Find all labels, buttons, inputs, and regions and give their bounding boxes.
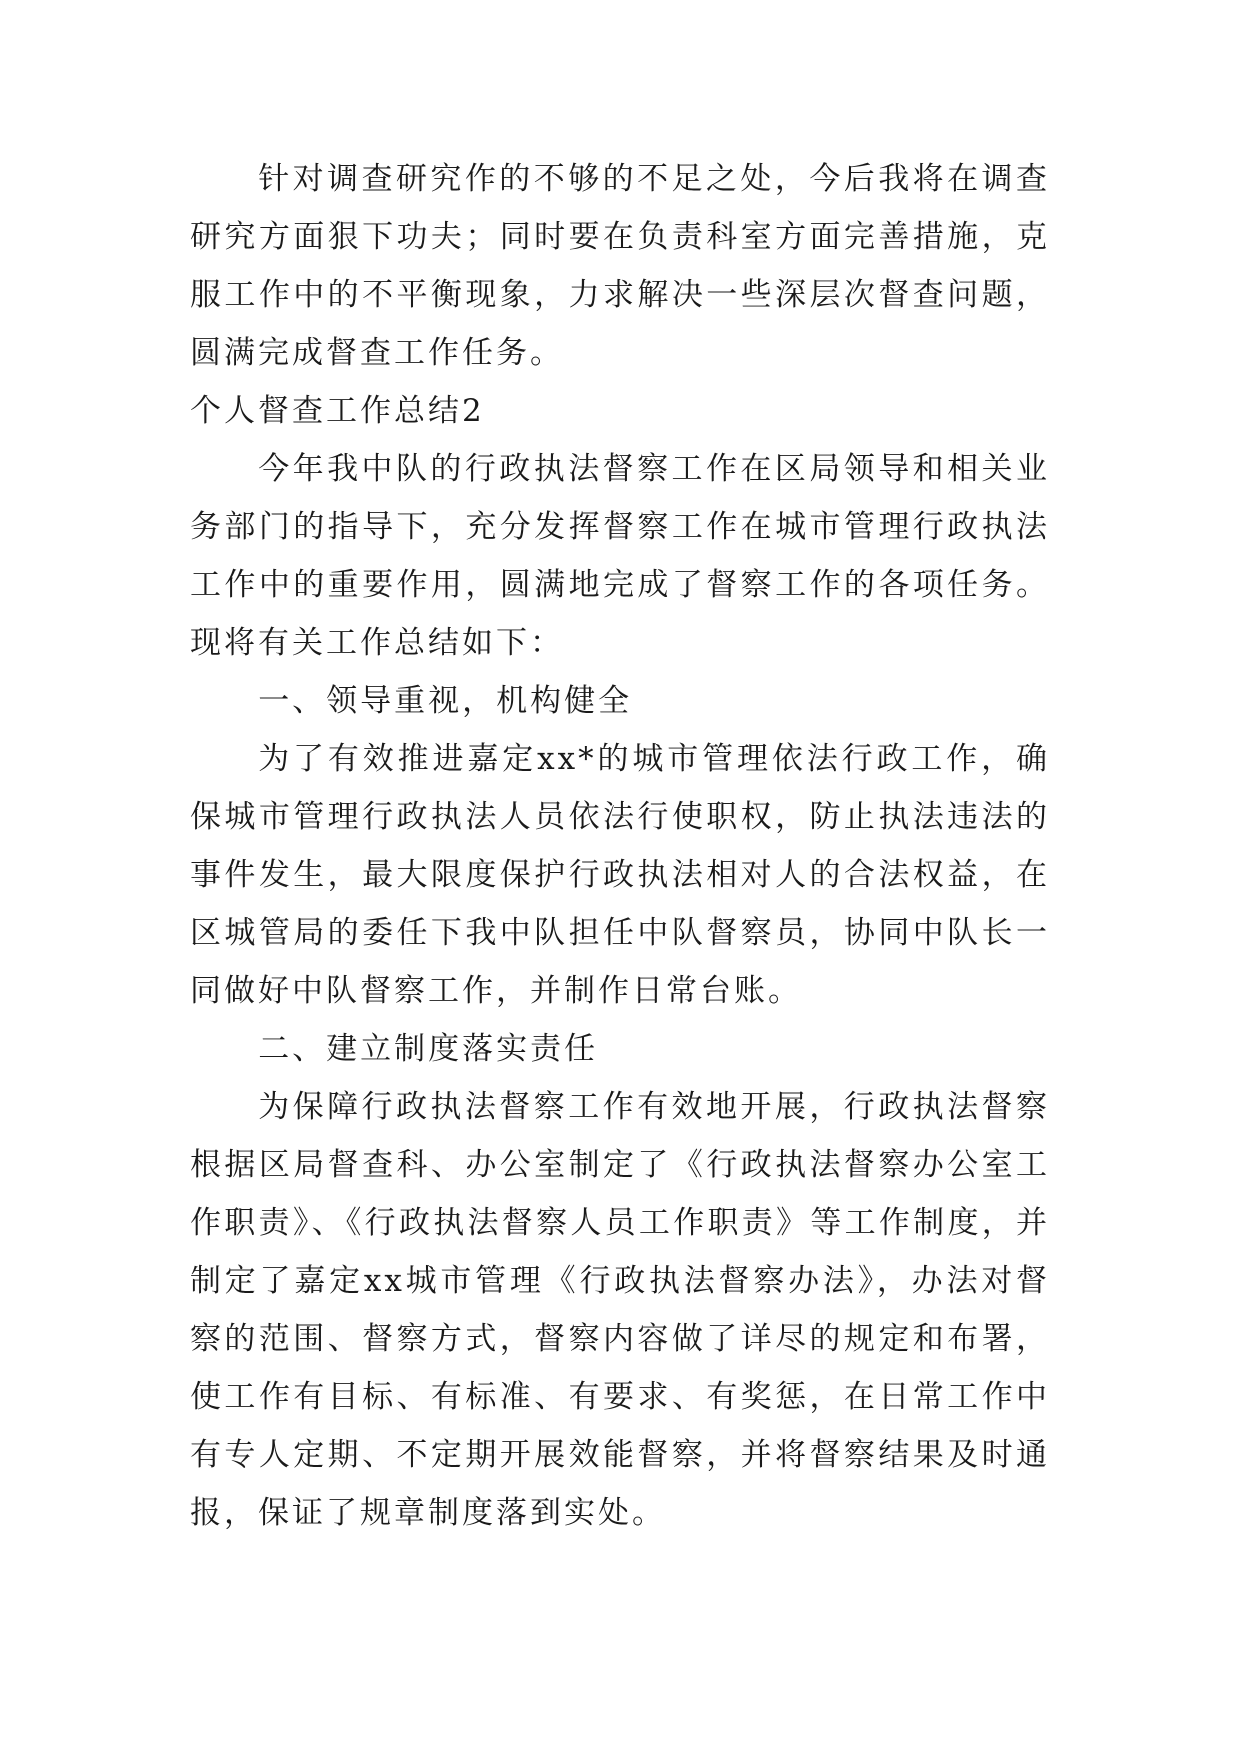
paragraph-system: 为保障行政执法督察工作有效地开展，行政执法督察根据区局督查科、办公室制定了《行政执法督察办公室工作职责》、《行政执法督察人员工作职责》等工作制度，并制定了嘉定xx城市管理《行政执法督察办法》，办法对督察的范围、督察方式，督察内容做了详尽的规定和布署，使工作有目标、有标准、有要求、有奖惩，在日常工作中有专人定期、不定期开展效能督察，并将督察结果及时通报，保证了规章制度落到实处。 — [190, 1089, 1050, 1531]
document-body — [190, 150, 1050, 1542]
summary-title: 个人督查工作总结2 — [190, 393, 485, 429]
section-heading-system: 二、建立制度落实责任 — [258, 1031, 599, 1067]
paragraph-leadership: 为了有效推进嘉定xx*的城市管理依法行政工作，确保城市管理行政执法人员依法行使职权，防止执法违法的事件发生，最大限度保护行政执法相对人的合法权益，在区城管局的委任下我中队担任中队督察员，协同中队长一同做好中队督察工作，并制作日常台账。 — [190, 741, 1050, 1009]
section-heading-leadership: 一、领导重视，机构健全 — [258, 683, 633, 719]
paragraph-research-improvement: 针对调查研究作的不够的不足之处，今后我将在调查研究方面狠下功夫；同时要在负责科室方面完善措施，克服工作中的不平衡现象，力求解决一些深层次督查问题，圆满完成督查工作任务。 — [190, 161, 1050, 371]
paragraph-introduction: 今年我中队的行政执法督察工作在区局领导和相关业务部门的指导下，充分发挥督察工作在城市管理行政执法工作中的重要作用，圆满地完成了督察工作的各项任务。现将有关工作总结如下： — [190, 451, 1050, 661]
